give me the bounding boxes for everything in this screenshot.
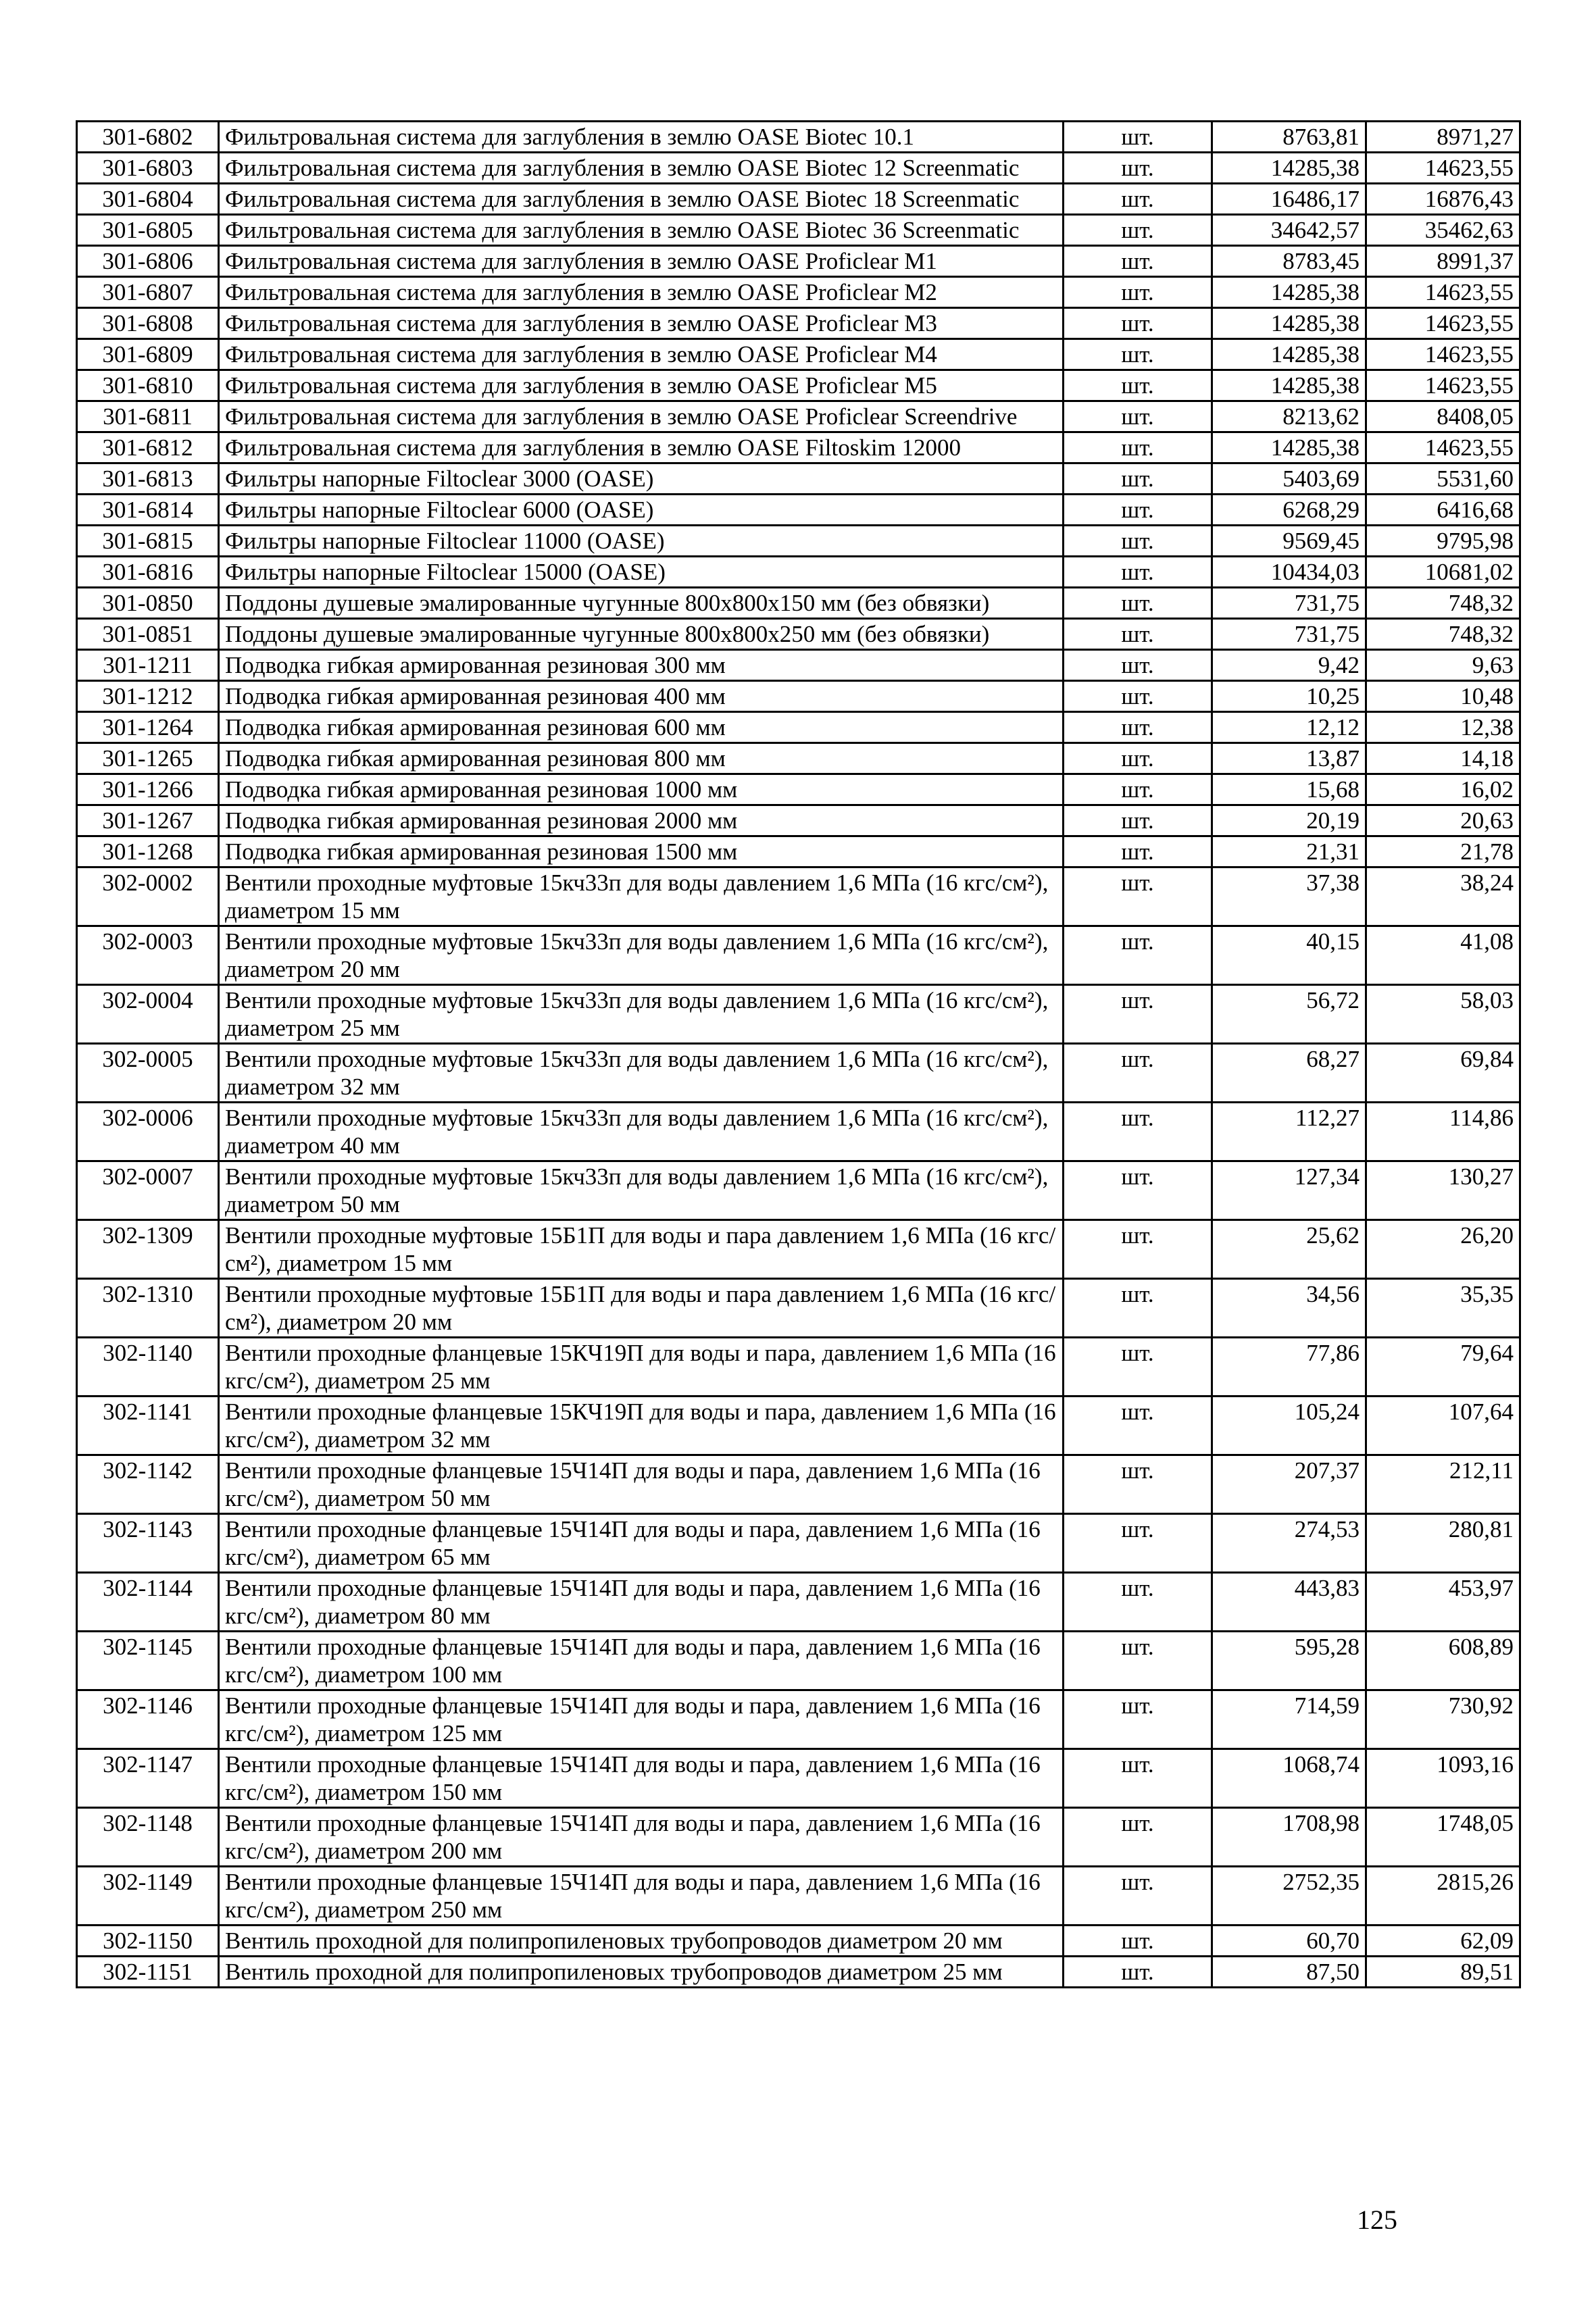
item-code-cell: 301-6812: [77, 432, 219, 463]
item-description-cell: Фильтровальная система для заглубления в землю OASE Proficlear M1: [219, 246, 1064, 277]
item-price-2-cell: 1093,16: [1366, 1749, 1520, 1808]
item-price-2-cell: 107,64: [1366, 1397, 1520, 1455]
item-code-cell: 301-1212: [77, 681, 219, 712]
item-unit-cell: шт.: [1064, 1161, 1212, 1220]
table-row: [77, 432, 1520, 463]
item-price-1-cell: 87,50: [1212, 1957, 1366, 1988]
item-unit-cell: шт.: [1064, 926, 1212, 985]
item-price-2-cell: 1748,05: [1366, 1808, 1520, 1867]
item-unit-cell: шт.: [1064, 370, 1212, 401]
item-description-cell: Вентили проходные фланцевые 15Ч14П для воды и пара, давлением 1,6 МПа (16 кгс/см²), диаметром 65 мм: [219, 1514, 1064, 1573]
item-code-cell: 301-6806: [77, 246, 219, 277]
table-row: [77, 526, 1520, 557]
item-description-cell: Фильтры напорные Filtoclear 3000 (OASE): [219, 463, 1064, 495]
item-code-cell: 301-6810: [77, 370, 219, 401]
item-code-cell: 302-0003: [77, 926, 219, 985]
item-price-1-cell: 14285,38: [1212, 308, 1366, 339]
item-unit-cell: шт.: [1064, 1220, 1212, 1279]
item-price-1-cell: 207,37: [1212, 1455, 1366, 1514]
item-price-1-cell: 274,53: [1212, 1514, 1366, 1573]
item-price-1-cell: 127,34: [1212, 1161, 1366, 1220]
item-price-1-cell: 25,62: [1212, 1220, 1366, 1279]
item-code-cell: 301-6815: [77, 526, 219, 557]
item-description-cell: Фильтровальная система для заглубления в землю OASE Proficlear M3: [219, 308, 1064, 339]
item-price-2-cell: 9795,98: [1366, 526, 1520, 557]
table-row: [77, 1397, 1520, 1455]
item-unit-cell: шт.: [1064, 1103, 1212, 1161]
item-price-2-cell: 6416,68: [1366, 495, 1520, 526]
item-price-2-cell: 748,32: [1366, 588, 1520, 619]
table-row: [77, 1103, 1520, 1161]
item-code-cell: 302-1309: [77, 1220, 219, 1279]
item-price-1-cell: 56,72: [1212, 985, 1366, 1044]
item-price-2-cell: 8408,05: [1366, 401, 1520, 432]
price-table: [76, 120, 1521, 1988]
item-unit-cell: шт.: [1064, 184, 1212, 215]
table-row: [77, 619, 1520, 650]
item-price-1-cell: 443,83: [1212, 1573, 1366, 1632]
item-description-cell: Поддоны душевые эмалированные чугунные 800x800x150 мм (без обвязки): [219, 588, 1064, 619]
item-unit-cell: шт.: [1064, 1749, 1212, 1808]
table-row: [77, 805, 1520, 836]
table-row: [77, 122, 1520, 153]
item-code-cell: 301-0851: [77, 619, 219, 650]
item-code-cell: 301-6804: [77, 184, 219, 215]
item-code-cell: 302-0006: [77, 1103, 219, 1161]
item-price-1-cell: 15,68: [1212, 774, 1366, 805]
table-row: [77, 1690, 1520, 1749]
table-row: [77, 1632, 1520, 1690]
item-description-cell: Вентили проходные фланцевые 15КЧ19П для воды и пара, давлением 1,6 МПа (16 кгс/см²), диаметром 32 мм: [219, 1397, 1064, 1455]
item-unit-cell: шт.: [1064, 1867, 1212, 1926]
item-unit-cell: шт.: [1064, 1690, 1212, 1749]
item-unit-cell: шт.: [1064, 712, 1212, 743]
item-code-cell: 302-0004: [77, 985, 219, 1044]
item-price-2-cell: 16,02: [1366, 774, 1520, 805]
table-row: [77, 184, 1520, 215]
table-row: [77, 1279, 1520, 1338]
item-code-cell: 302-1140: [77, 1338, 219, 1397]
item-price-2-cell: 38,24: [1366, 867, 1520, 926]
item-price-2-cell: 41,08: [1366, 926, 1520, 985]
item-price-1-cell: 9,42: [1212, 650, 1366, 681]
item-unit-cell: шт.: [1064, 650, 1212, 681]
item-code-cell: 302-1151: [77, 1957, 219, 1988]
item-unit-cell: шт.: [1064, 1573, 1212, 1632]
item-description-cell: Вентили проходные фланцевые 15Ч14П для воды и пара, давлением 1,6 МПа (16 кгс/см²), диаметром 50 мм: [219, 1455, 1064, 1514]
item-price-1-cell: 77,86: [1212, 1338, 1366, 1397]
price-list-sheet: [76, 120, 1519, 1988]
item-code-cell: 301-0850: [77, 588, 219, 619]
item-description-cell: Фильтровальная система для заглубления в землю OASE Biotec 12 Screenmatic: [219, 153, 1064, 184]
table-row: [77, 495, 1520, 526]
item-code-cell: 301-6808: [77, 308, 219, 339]
item-price-2-cell: 730,92: [1366, 1690, 1520, 1749]
item-price-2-cell: 5531,60: [1366, 463, 1520, 495]
item-code-cell: 301-6802: [77, 122, 219, 153]
item-price-2-cell: 453,97: [1366, 1573, 1520, 1632]
item-code-cell: 302-1147: [77, 1749, 219, 1808]
item-price-1-cell: 8213,62: [1212, 401, 1366, 432]
item-description-cell: Фильтровальная система для заглубления в землю OASE Proficlear Screendrive: [219, 401, 1064, 432]
item-code-cell: 301-1211: [77, 650, 219, 681]
item-description-cell: Фильтровальная система для заглубления в землю OASE Biotec 10.1: [219, 122, 1064, 153]
item-description-cell: Вентиль проходной для полипропиленовых трубопроводов диаметром 25 мм: [219, 1957, 1064, 1988]
table-row: [77, 370, 1520, 401]
item-price-2-cell: 9,63: [1366, 650, 1520, 681]
item-price-2-cell: 12,38: [1366, 712, 1520, 743]
item-unit-cell: шт.: [1064, 1279, 1212, 1338]
table-row: [77, 588, 1520, 619]
item-description-cell: Вентили проходные муфтовые 15кч33п для воды давлением 1,6 МПа (16 кгс/см²), диаметром 25 мм: [219, 985, 1064, 1044]
item-unit-cell: шт.: [1064, 774, 1212, 805]
item-price-1-cell: 20,19: [1212, 805, 1366, 836]
table-row: [77, 1044, 1520, 1103]
item-unit-cell: шт.: [1064, 401, 1212, 432]
table-row: [77, 463, 1520, 495]
table-row: [77, 836, 1520, 867]
item-price-2-cell: 608,89: [1366, 1632, 1520, 1690]
item-description-cell: Подводка гибкая армированная резиновая 300 мм: [219, 650, 1064, 681]
item-unit-cell: шт.: [1064, 681, 1212, 712]
page-number: 125: [1357, 2205, 1397, 2235]
item-description-cell: Вентили проходные муфтовые 15кч33п для воды давлением 1,6 МПа (16 кгс/см²), диаметром 50 мм: [219, 1161, 1064, 1220]
table-row: [77, 1926, 1520, 1957]
item-code-cell: 301-1265: [77, 743, 219, 774]
table-row: [77, 277, 1520, 308]
item-price-1-cell: 40,15: [1212, 926, 1366, 985]
table-row: [77, 926, 1520, 985]
item-price-2-cell: 21,78: [1366, 836, 1520, 867]
table-row: [77, 308, 1520, 339]
item-price-1-cell: 68,27: [1212, 1044, 1366, 1103]
item-unit-cell: шт.: [1064, 432, 1212, 463]
item-price-1-cell: 14285,38: [1212, 432, 1366, 463]
item-price-2-cell: 748,32: [1366, 619, 1520, 650]
item-unit-cell: шт.: [1064, 463, 1212, 495]
item-unit-cell: шт.: [1064, 1455, 1212, 1514]
item-price-1-cell: 6268,29: [1212, 495, 1366, 526]
item-unit-cell: шт.: [1064, 246, 1212, 277]
item-code-cell: 302-1141: [77, 1397, 219, 1455]
item-description-cell: Подводка гибкая армированная резиновая 1000 мм: [219, 774, 1064, 805]
table-row: [77, 1749, 1520, 1808]
item-price-2-cell: 14,18: [1366, 743, 1520, 774]
item-description-cell: Фильтровальная система для заглубления в землю OASE Biotec 36 Screenmatic: [219, 215, 1064, 246]
table-row: [77, 1455, 1520, 1514]
item-unit-cell: шт.: [1064, 215, 1212, 246]
item-unit-cell: шт.: [1064, 339, 1212, 370]
item-price-2-cell: 8971,27: [1366, 122, 1520, 153]
item-unit-cell: шт.: [1064, 1397, 1212, 1455]
item-description-cell: Вентили проходные фланцевые 15Ч14П для воды и пара, давлением 1,6 МПа (16 кгс/см²), диаметром 200 мм: [219, 1808, 1064, 1867]
table-row: [77, 1220, 1520, 1279]
item-description-cell: Фильтры напорные Filtoclear 6000 (OASE): [219, 495, 1064, 526]
item-price-1-cell: 14285,38: [1212, 339, 1366, 370]
item-price-1-cell: 731,75: [1212, 588, 1366, 619]
item-price-1-cell: 8783,45: [1212, 246, 1366, 277]
item-price-1-cell: 60,70: [1212, 1926, 1366, 1957]
table-row: [77, 339, 1520, 370]
item-price-2-cell: 62,09: [1366, 1926, 1520, 1957]
item-code-cell: 301-6814: [77, 495, 219, 526]
item-description-cell: Подводка гибкая армированная резиновая 2000 мм: [219, 805, 1064, 836]
item-unit-cell: шт.: [1064, 619, 1212, 650]
item-description-cell: Вентили проходные фланцевые 15Ч14П для воды и пара, давлением 1,6 МПа (16 кгс/см²), диаметром 150 мм: [219, 1749, 1064, 1808]
table-row: [77, 557, 1520, 588]
item-code-cell: 302-0007: [77, 1161, 219, 1220]
item-code-cell: 302-1145: [77, 1632, 219, 1690]
item-price-1-cell: 12,12: [1212, 712, 1366, 743]
item-unit-cell: шт.: [1064, 588, 1212, 619]
table-row: [77, 401, 1520, 432]
item-code-cell: 302-1148: [77, 1808, 219, 1867]
item-price-2-cell: 35,35: [1366, 1279, 1520, 1338]
item-unit-cell: шт.: [1064, 836, 1212, 867]
item-unit-cell: шт.: [1064, 1926, 1212, 1957]
item-code-cell: 302-1142: [77, 1455, 219, 1514]
item-price-2-cell: 114,86: [1366, 1103, 1520, 1161]
item-unit-cell: шт.: [1064, 867, 1212, 926]
item-price-2-cell: 26,20: [1366, 1220, 1520, 1279]
item-code-cell: 301-6816: [77, 557, 219, 588]
item-price-2-cell: 130,27: [1366, 1161, 1520, 1220]
table-row: [77, 1957, 1520, 1988]
table-row: [77, 650, 1520, 681]
item-description-cell: Подводка гибкая армированная резиновая 600 мм: [219, 712, 1064, 743]
item-description-cell: Фильтровальная система для заглубления в землю OASE Proficlear M2: [219, 277, 1064, 308]
item-price-2-cell: 14623,55: [1366, 153, 1520, 184]
table-row: [77, 743, 1520, 774]
table-row: [77, 774, 1520, 805]
item-description-cell: Вентили проходные муфтовые 15кч33п для воды давлением 1,6 МПа (16 кгс/см²), диаметром 20 мм: [219, 926, 1064, 985]
item-description-cell: Вентили проходные муфтовые 15кч33п для воды давлением 1,6 МПа (16 кгс/см²), диаметром 15 мм: [219, 867, 1064, 926]
item-code-cell: 301-6803: [77, 153, 219, 184]
item-price-1-cell: 714,59: [1212, 1690, 1366, 1749]
item-price-2-cell: 79,64: [1366, 1338, 1520, 1397]
item-price-1-cell: 34642,57: [1212, 215, 1366, 246]
table-row: [77, 681, 1520, 712]
table-row: [77, 1338, 1520, 1397]
item-code-cell: 301-1268: [77, 836, 219, 867]
item-price-2-cell: 58,03: [1366, 985, 1520, 1044]
item-price-1-cell: 1068,74: [1212, 1749, 1366, 1808]
item-code-cell: 302-0002: [77, 867, 219, 926]
item-code-cell: 301-1267: [77, 805, 219, 836]
item-price-2-cell: 14623,55: [1366, 370, 1520, 401]
item-unit-cell: шт.: [1064, 277, 1212, 308]
item-price-2-cell: 69,84: [1366, 1044, 1520, 1103]
table-row: [77, 1573, 1520, 1632]
item-price-1-cell: 10434,03: [1212, 557, 1366, 588]
item-price-1-cell: 1708,98: [1212, 1808, 1366, 1867]
item-code-cell: 302-1310: [77, 1279, 219, 1338]
item-description-cell: Вентили проходные муфтовые 15Б1П для воды и пара давлением 1,6 МПа (16 кгс/см²), диаметром 15 мм: [219, 1220, 1064, 1279]
item-price-2-cell: 14623,55: [1366, 339, 1520, 370]
item-price-1-cell: 595,28: [1212, 1632, 1366, 1690]
item-description-cell: Подводка гибкая армированная резиновая 800 мм: [219, 743, 1064, 774]
item-price-1-cell: 112,27: [1212, 1103, 1366, 1161]
item-description-cell: Вентили проходные муфтовые 15Б1П для воды и пара давлением 1,6 МПа (16 кгс/см²), диаметром 20 мм: [219, 1279, 1064, 1338]
item-description-cell: Фильтры напорные Filtoclear 15000 (OASE): [219, 557, 1064, 588]
item-description-cell: Вентили проходные муфтовые 15кч33п для воды давлением 1,6 МПа (16 кгс/см²), диаметром 40 мм: [219, 1103, 1064, 1161]
item-code-cell: 301-6807: [77, 277, 219, 308]
item-description-cell: Поддоны душевые эмалированные чугунные 800x800x250 мм (без обвязки): [219, 619, 1064, 650]
item-description-cell: Фильтровальная система для заглубления в землю OASE Proficlear M5: [219, 370, 1064, 401]
table-row: [77, 1808, 1520, 1867]
item-code-cell: 301-6809: [77, 339, 219, 370]
item-unit-cell: шт.: [1064, 122, 1212, 153]
item-price-1-cell: 14285,38: [1212, 277, 1366, 308]
table-row: [77, 246, 1520, 277]
table-row: [77, 1161, 1520, 1220]
item-price-1-cell: 34,56: [1212, 1279, 1366, 1338]
item-unit-cell: шт.: [1064, 1514, 1212, 1573]
item-unit-cell: шт.: [1064, 1632, 1212, 1690]
item-price-1-cell: 14285,38: [1212, 370, 1366, 401]
item-description-cell: Фильтровальная система для заглубления в землю OASE Biotec 18 Screenmatic: [219, 184, 1064, 215]
table-row: [77, 1514, 1520, 1573]
item-unit-cell: шт.: [1064, 495, 1212, 526]
item-price-2-cell: 2815,26: [1366, 1867, 1520, 1926]
item-price-1-cell: 13,87: [1212, 743, 1366, 774]
item-price-2-cell: 212,11: [1366, 1455, 1520, 1514]
item-description-cell: Вентили проходные фланцевые 15КЧ19П для воды и пара, давлением 1,6 МПа (16 кгс/см²), диаметром 25 мм: [219, 1338, 1064, 1397]
table-row: [77, 867, 1520, 926]
item-description-cell: Фильтровальная система для заглубления в землю OASE Filtoskim 12000: [219, 432, 1064, 463]
item-description-cell: Вентиль проходной для полипропиленовых трубопроводов диаметром 20 мм: [219, 1926, 1064, 1957]
table-row: [77, 1867, 1520, 1926]
item-unit-cell: шт.: [1064, 557, 1212, 588]
item-description-cell: Фильтры напорные Filtoclear 11000 (OASE): [219, 526, 1064, 557]
item-unit-cell: шт.: [1064, 526, 1212, 557]
table-row: [77, 712, 1520, 743]
item-code-cell: 301-6805: [77, 215, 219, 246]
item-unit-cell: шт.: [1064, 153, 1212, 184]
item-price-1-cell: 10,25: [1212, 681, 1366, 712]
item-price-2-cell: 10,48: [1366, 681, 1520, 712]
item-price-1-cell: 16486,17: [1212, 184, 1366, 215]
item-unit-cell: шт.: [1064, 743, 1212, 774]
item-price-2-cell: 89,51: [1366, 1957, 1520, 1988]
item-description-cell: Вентили проходные фланцевые 15Ч14П для воды и пара, давлением 1,6 МПа (16 кгс/см²), диаметром 250 мм: [219, 1867, 1064, 1926]
table-row: [77, 985, 1520, 1044]
item-price-1-cell: 105,24: [1212, 1397, 1366, 1455]
item-description-cell: Фильтровальная система для заглубления в землю OASE Proficlear M4: [219, 339, 1064, 370]
item-price-1-cell: 9569,45: [1212, 526, 1366, 557]
item-price-1-cell: 14285,38: [1212, 153, 1366, 184]
item-code-cell: 302-1146: [77, 1690, 219, 1749]
item-price-2-cell: 14623,55: [1366, 277, 1520, 308]
item-code-cell: 301-1266: [77, 774, 219, 805]
item-price-1-cell: 37,38: [1212, 867, 1366, 926]
item-code-cell: 302-1150: [77, 1926, 219, 1957]
item-code-cell: 302-1143: [77, 1514, 219, 1573]
item-unit-cell: шт.: [1064, 985, 1212, 1044]
item-code-cell: 301-6813: [77, 463, 219, 495]
table-row: [77, 215, 1520, 246]
item-unit-cell: шт.: [1064, 805, 1212, 836]
item-price-2-cell: 10681,02: [1366, 557, 1520, 588]
item-code-cell: 302-1149: [77, 1867, 219, 1926]
item-unit-cell: шт.: [1064, 1338, 1212, 1397]
price-table-body: [77, 122, 1520, 1988]
item-price-1-cell: 8763,81: [1212, 122, 1366, 153]
item-description-cell: Вентили проходные фланцевые 15Ч14П для воды и пара, давлением 1,6 МПа (16 кгс/см²), диаметром 80 мм: [219, 1573, 1064, 1632]
item-price-2-cell: 14623,55: [1366, 308, 1520, 339]
item-unit-cell: шт.: [1064, 308, 1212, 339]
item-price-2-cell: 20,63: [1366, 805, 1520, 836]
item-description-cell: Вентили проходные муфтовые 15кч33п для воды давлением 1,6 МПа (16 кгс/см²), диаметром 32 мм: [219, 1044, 1064, 1103]
item-price-1-cell: 5403,69: [1212, 463, 1366, 495]
item-description-cell: Подводка гибкая армированная резиновая 1500 мм: [219, 836, 1064, 867]
item-code-cell: 302-0005: [77, 1044, 219, 1103]
item-description-cell: Вентили проходные фланцевые 15Ч14П для воды и пара, давлением 1,6 МПа (16 кгс/см²), диаметром 100 мм: [219, 1632, 1064, 1690]
item-price-2-cell: 8991,37: [1366, 246, 1520, 277]
item-price-1-cell: 21,31: [1212, 836, 1366, 867]
item-code-cell: 301-1264: [77, 712, 219, 743]
item-unit-cell: шт.: [1064, 1957, 1212, 1988]
item-description-cell: Вентили проходные фланцевые 15Ч14П для воды и пара, давлением 1,6 МПа (16 кгс/см²), диаметром 125 мм: [219, 1690, 1064, 1749]
item-price-2-cell: 35462,63: [1366, 215, 1520, 246]
item-code-cell: 302-1144: [77, 1573, 219, 1632]
item-price-2-cell: 16876,43: [1366, 184, 1520, 215]
table-row: [77, 153, 1520, 184]
item-unit-cell: шт.: [1064, 1044, 1212, 1103]
item-price-1-cell: 2752,35: [1212, 1867, 1366, 1926]
item-description-cell: Подводка гибкая армированная резиновая 400 мм: [219, 681, 1064, 712]
item-unit-cell: шт.: [1064, 1808, 1212, 1867]
item-price-2-cell: 280,81: [1366, 1514, 1520, 1573]
item-code-cell: 301-6811: [77, 401, 219, 432]
item-price-2-cell: 14623,55: [1366, 432, 1520, 463]
item-price-1-cell: 731,75: [1212, 619, 1366, 650]
